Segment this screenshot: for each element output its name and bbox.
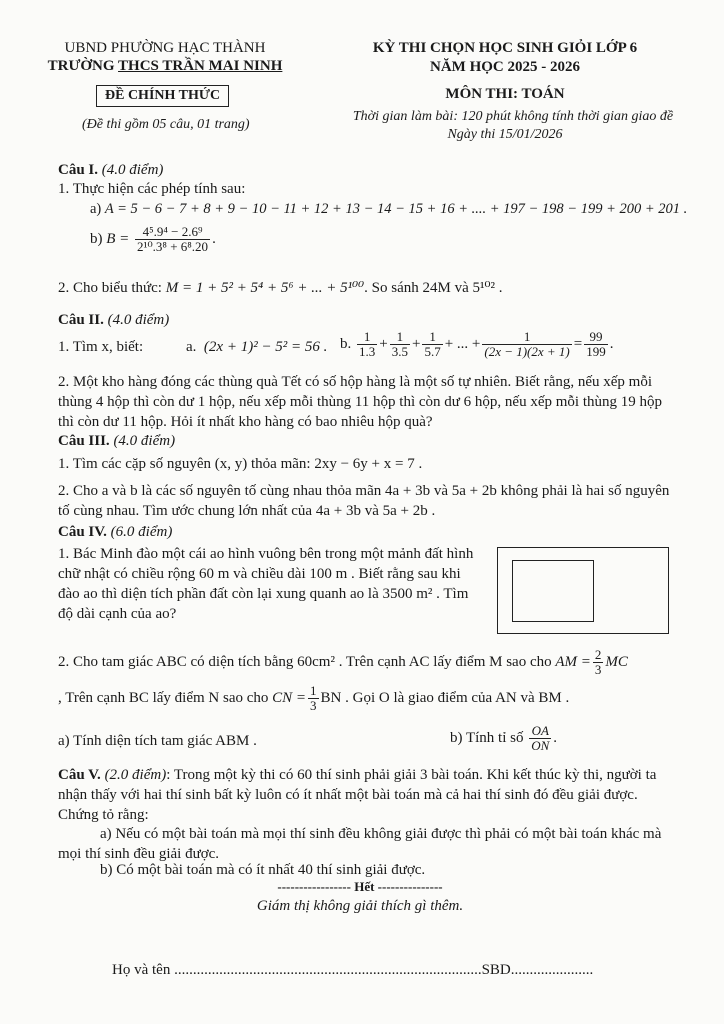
q4-b [450,724,557,753]
q2-part2: 2. Một kho hàng đóng các thùng quà Tết có số hộp hàng là một số tự nhiên. Biết rằng, nếu xếp mỗi thùng 4 hộp thì còn dư 1 hộp, nếu xếp mỗi thùng 11 hộp thì còn dư 6 hộp, nếu xếp mỗi thùng 19 hộp thì còn dư 11 hộp. Hỏi ít nhất kho hàng có bao nhiêu hộp quà? [58,374,662,430]
q4-p2-frac-den: 3 [594,662,602,677]
q1-a [90,201,687,218]
q4-p2-b: , Trên cạnh BC lấy điểm N sao cho [58,689,269,706]
q1-part2 [58,278,502,297]
sbd-dots: ...................... [510,962,594,978]
candidate-line [112,962,593,979]
q2-b-frac4-num: 1 [482,330,571,345]
authority-name: UBND PHƯỜNG HẠC THÀNH [64,40,266,56]
q3-part1: 1. Tìm các cặp số nguyên (x, y) thỏa mãn: 2xy − 6y + x = 7 . [58,456,423,472]
q1-points: (4.0 điểm) [101,162,164,178]
q5-title: Câu V. [58,767,101,783]
exam-date: Ngày thi 15/01/2026 [447,127,563,142]
q1-b [90,225,216,254]
q2-b-frac2-num: 1 [390,330,410,345]
pages-note: (Đề thi gồm 05 câu, 01 trang) [82,117,250,132]
q2-heading [58,312,169,329]
q2-b-frac1-den: 1.3 [359,344,376,359]
q2-title: Câu II. [58,312,104,328]
q2-b-label: b. [340,335,352,352]
q2-b-result-num: 99 [584,330,608,345]
q2-b-frac2-den: 3.5 [391,344,408,359]
end-marker: ----------------- Hết --------------- [277,879,443,894]
proctor-note: Giám thị không giải thích gì thêm. [256,898,464,914]
q4-b-text: b) Tính tỉ số [450,729,524,746]
sbd-label: SBD [481,962,511,978]
land-rectangle-figure [497,547,669,634]
q4-p2-cn-num: 1 [310,683,317,698]
name-dots: .................................................................................. [174,962,482,978]
q4-b-frac-den: ON [531,738,550,753]
q2-b-frac2 [390,330,410,359]
q2-b-frac3 [422,330,442,359]
q5-b: b) Có một bài toán mà có ít nhất 40 thí sinh giải được. [100,862,426,878]
q2-b: b. $\frac{1}{1.3}$ + $\frac{1}{3.5}$ + $\frac{1}{5.7}$ + ... + $\frac{1}{(2x - 1)(2x + 1)}$ = $\frac{99}{199}$ . [340,329,614,359]
q5-a: a) Nếu có một bài toán mà mọi thí sinh đều không giải được thì phải có một bài toán khác mà mọi thí sinh đều giải được. [58,826,662,862]
q1-title: Câu I. [58,162,99,178]
q4-part1: 1. Bác Minh đào một cái ao hình vuông bên trong một mảnh đất hình chữ nhật có chiều rộng 60 m và chiều dài 100 m . Biết rằng sau khi đào ao thì diện tích phần đất còn lại xung quanh ao là 3500 m² . Tìm độ dài cạnh của ao? [58,546,474,622]
q2-points: (4.0 điểm) [107,312,170,328]
q2-a-label: a. [186,339,197,355]
q4-p2-a: 2. Cho tam giác ABC có diện tích bằng 60cm² . Trên cạnh AC lấy điểm M sao cho [58,653,552,670]
q2-b-frac3-num: 1 [422,330,442,345]
q5-points: (2.0 điểm) [104,767,167,783]
q4-points: (6.0 điểm) [110,524,173,540]
q2-b-frac3-den: 5.7 [424,344,441,359]
q2-a [186,339,327,356]
q1-heading [58,162,163,179]
q3-heading [58,433,175,450]
q4-heading [58,524,172,541]
exam-title: KỲ THI CHỌN HỌC SINH GIỎI LỚP 6 [372,40,638,56]
q4-part2-line1 [58,648,628,677]
q1-b-end: . [212,230,216,247]
official-badge: ĐỀ CHÍNH THỨC [96,85,229,107]
q2-b-frac1 [357,330,377,359]
q4-b-frac-num: OA [529,724,551,739]
q5-intro [58,765,670,825]
q2-part1: 1. Tìm x, biết: [58,339,144,355]
school-year: NĂM HỌC 2025 - 2026 [430,59,580,75]
q2-b-dots: + ... + [444,335,481,352]
q1-part1: 1. Thực hiện các phép tính sau: [58,181,246,197]
q1-p2-suffix: . So sánh 24M và 5¹⁰² . [364,280,503,296]
q2-b-result [584,330,608,359]
q3-part2: 2. Cho a và b là các số nguyên tố cùng nhau thỏa mãn 4a + 3b và 5a + 2b không phải là hai số nguyên tố cùng nhau. Tìm ước chung lớn nhất của 4a + 3b và 5a + 2b . [58,483,670,519]
school-name [40,58,290,75]
subject: MÔN THI: TOÁN [445,86,565,102]
q2-b-frac4 [482,330,571,359]
q4-p2-eq: AM = [555,653,591,670]
q4-p2-cn: CN = [272,689,307,706]
q2-b-result-den: 199 [586,344,606,359]
q4-b-end: . [553,729,558,746]
q5-intro-text: : Trong một kỳ thi có 60 thí sinh phải giải 3 bài toán. Khi kết thúc kỳ thi, người ta nhận thấy với hai thí sinh bất kỳ luôn có ít nhất một bài toán mà cả hai thí sinh đó đều giải được. Chứng tỏ rằng: [58,767,657,823]
q1-a-expr: A = 5 − 6 − 7 + 8 + 9 − 10 − 11 + 12 + 13 − 14 − 15 + 16 + .... + 197 − 198 − 199 + 200 + 201 . [104,201,688,217]
name-label: Họ và tên [112,962,171,978]
q2-a-expr: (2x + 1)² − 5² = 56 . [203,339,328,355]
q4-p2-frac-num: 2 [594,647,602,662]
q1-b-label: b) [90,230,103,247]
school-prefix: TRƯỜNG [47,58,119,74]
q4-p2-frac [593,648,604,677]
school-name-underlined: THCS TRẦN MAI NINH [118,58,283,74]
q4-p2-cn-frac [308,684,319,713]
q1-a-label: a) [90,201,102,217]
q1-p2-expr: M = 1 + 5² + 5⁴ + 5⁶ + ... + 5¹⁰⁰ [165,280,365,296]
pond-square-figure [512,560,594,622]
q4-p2-cn-end: BN . Gọi O là giao điểm của AN và BM . [320,689,570,706]
q3-title: Câu III. [58,433,110,449]
q3-points: (4.0 điểm) [113,433,176,449]
q1-b-denominator: 2¹⁰.3⁸ + 6⁸.20 [137,239,209,254]
q4-title: Câu IV. [58,524,107,540]
time-note: Thời gian làm bài: 120 phút không tính thời gian giao đề [352,109,674,124]
q1-b-numerator: 4⁵.9⁴ − 2.6⁹ [135,225,210,240]
q4-b-frac [529,724,551,753]
q4-part2-line2 [58,684,569,713]
q4-p2-eq-end: MC [605,653,628,670]
q1-b-fraction [135,225,210,254]
q4-a: a) Tính diện tích tam giác ABM . [58,733,257,749]
q1-p2-prefix: 2. Cho biểu thức: [58,280,162,296]
q1-b-lhs: B = [106,230,130,247]
q2-b-frac1-num: 1 [357,330,377,345]
q4-p2-cn-den: 3 [310,698,317,713]
q2-b-frac4-den: (2x − 1)(2x + 1) [484,344,570,359]
